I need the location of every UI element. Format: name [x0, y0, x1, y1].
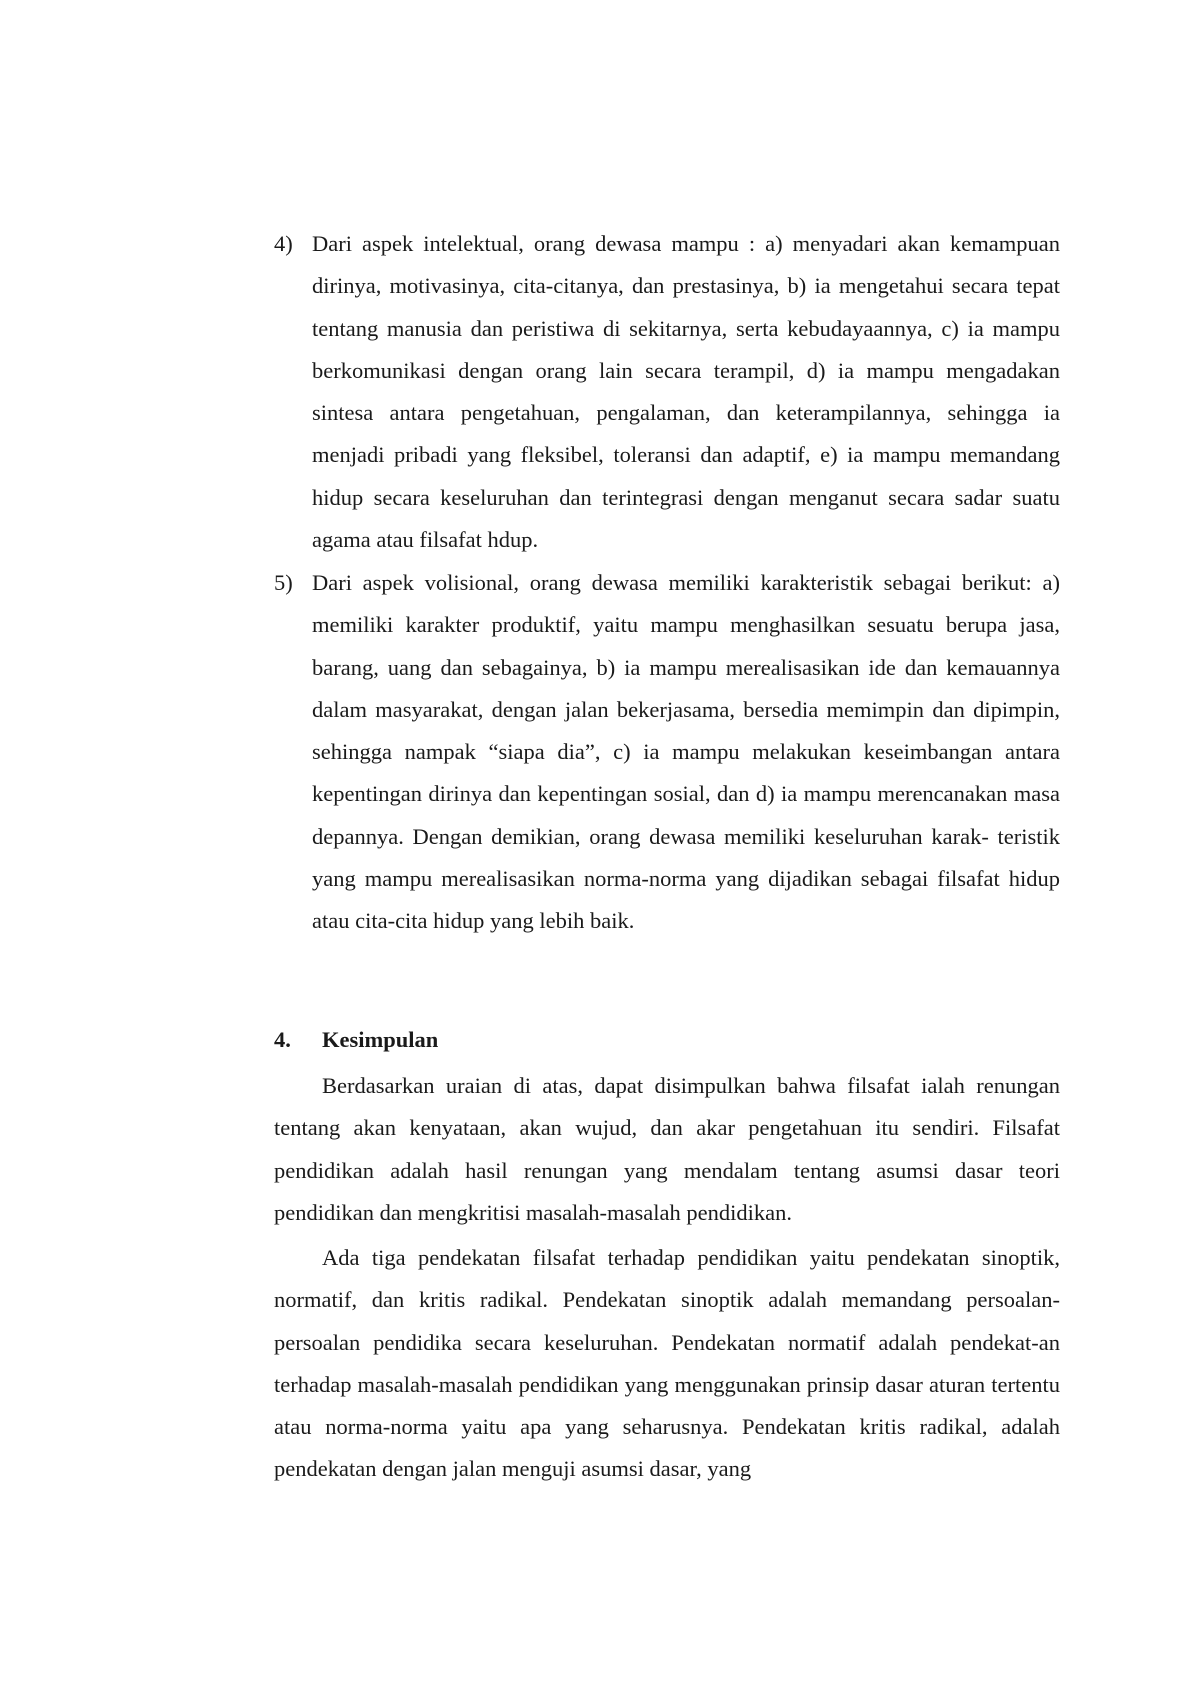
list-item-text: Dari aspek intelektual, orang dewasa mampu : a) menyadari akan kemampuan dirinya, motivasinya, cita-citanya, dan prestasinya, b) ia mengetahui secara tepat tentang manusia dan peristiwa di sekitarnya, serta kebudayaannya, c) ia mampu berkomunikasi dengan orang lain secara terampil, d) ia mampu mengadakan sintesa antara pengetahuan, pengalaman, dan keterampilannya, sehingga ia menjadi pribadi yang fleksibel, toleransi dan adaptif, e) ia mampu memandang hidup secara keseluruhan dan terintegrasi dengan menganut secara sadar suatu agama atau filsafat hdup. — [312, 231, 1060, 553]
section-number: 4. — [274, 1027, 291, 1052]
list-item-number: 5) — [274, 570, 293, 595]
list-item-number: 4) — [274, 231, 293, 256]
list-item — [274, 562, 1060, 982]
list-item-text: Dari aspek volisional, orang dewasa memiliki karakteristik sebagai berikut: a) memiliki karakter produktif, yaitu mampu menghasilkan sesuatu berupa jasa, barang, uang dan sebagainya, b) ia mampu merealisasikan ide dan kemauannya dalam masyarakat, dengan jalan bekerjasama, bersedia memimpin dan dipimpin, sehingga nampak “siapa dia”, c) ia mampu melakukan keseimbangan antara kepentingan dirinya dan kepentingan sosial, dan d) ia mampu merencanakan masa depannya. Dengan demikian, orang dewasa memiliki keseluruhan karak- teristik yang mampu merealisasikan norma-norma yang dijadikan sebagai filsafat hidup atau cita-cita hidup yang lebih baik. — [312, 570, 1060, 934]
paragraph: Ada tiga pendekatan filsafat terhadap pendidikan yaitu pendekatan sinoptik, normatif, dan kritis radikal. Pendekatan sinoptik adalah memandang persoalan-persoalan pendidika secara keseluruhan. Pendekatan normatif adalah pendekat-an terhadap masalah-masalah pendidikan yang menggunakan prinsip dasar aturan tertentu atau norma-norma yaitu apa yang seharusnya. Pendekatan kritis radikal, adalah pendekatan dengan jalan menguji asumsi dasar, yang — [274, 1245, 1060, 1482]
list-item — [274, 223, 1060, 613]
paragraph: Berdasarkan uraian di atas, dapat disimpulkan bahwa filsafat ialah renungan tentang akan kenyataan, akan wujud, dan akar pengetahuan itu sendiri. Filsafat pendidikan adalah hasil renungan yang mendalam tentang asumsi dasar teori pendidikan dan mengkritisi masalah-masalah pendidikan. — [274, 1073, 1060, 1225]
section-heading — [274, 1025, 438, 1055]
section-title: Kesimpulan — [322, 1027, 439, 1052]
